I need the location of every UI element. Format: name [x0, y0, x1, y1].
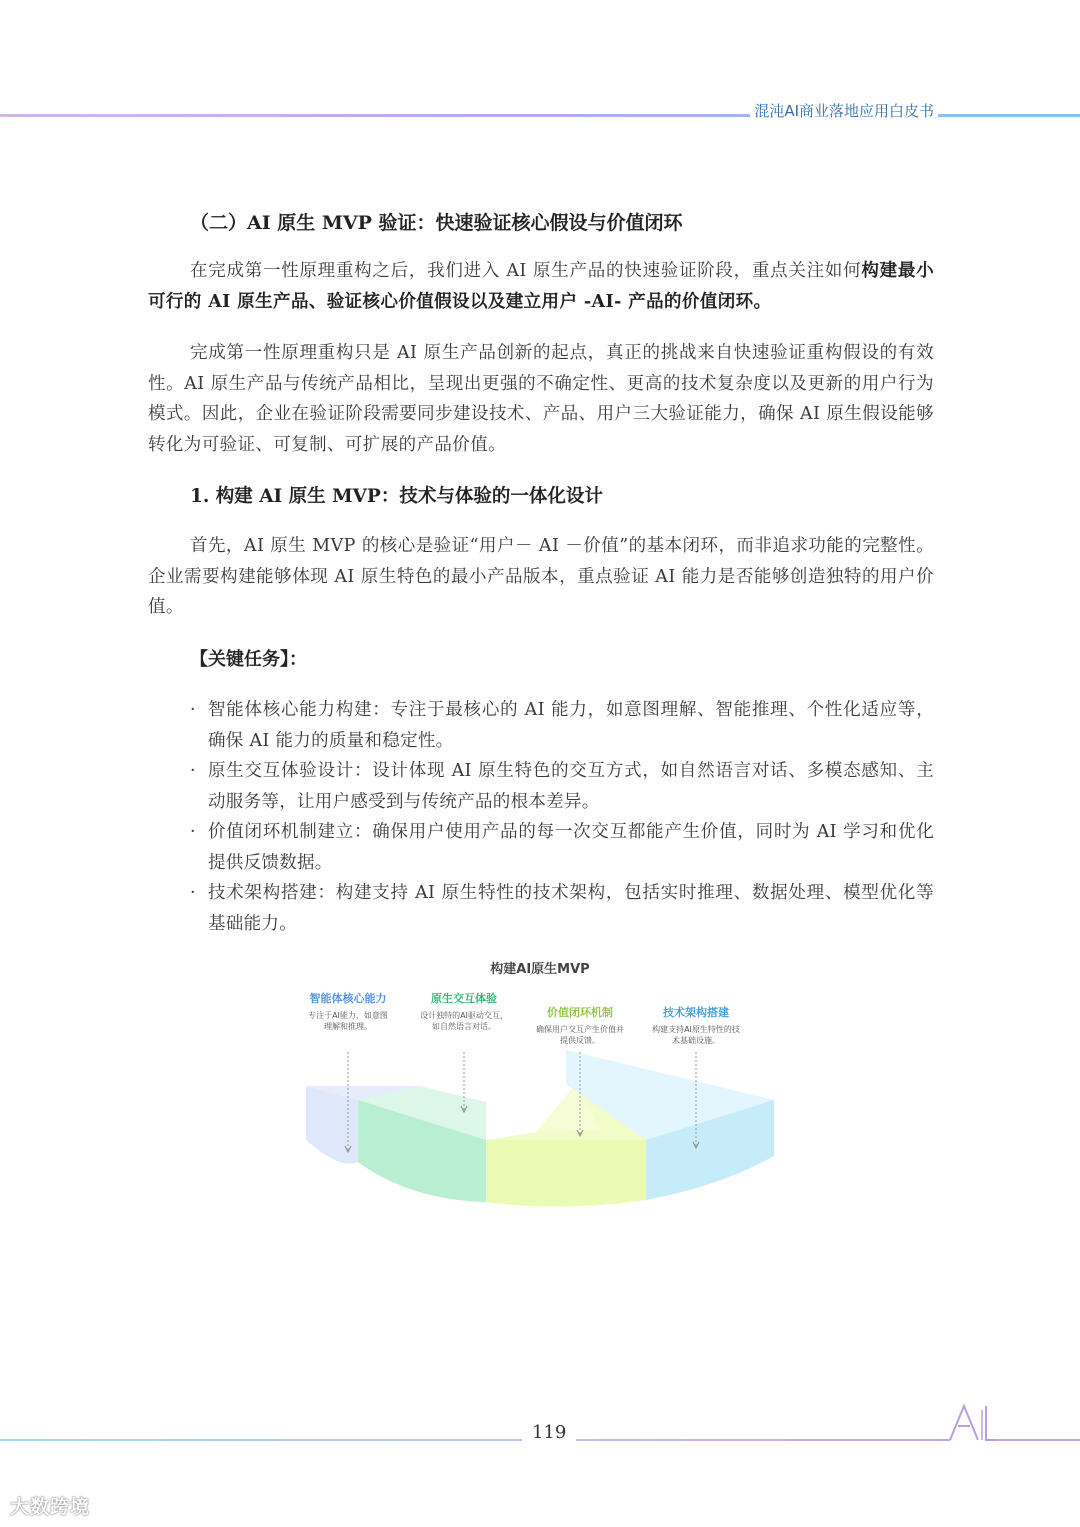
list-item: · 技术架构搭建：构建支持 AI 原生特性的技术架构，包括实时推理、数据处理、模型优化等基础能力。 [190, 883, 934, 934]
intro-paragraph [148, 256, 934, 317]
stage-title: 原生交互体验 [431, 992, 497, 1005]
page-number: 119 [532, 1422, 567, 1443]
running-header-title: 混沌AI商业落地应用白皮书 [750, 100, 938, 121]
footer-rule-left [0, 1439, 522, 1441]
stage-title: 智能体核心能力 [309, 992, 387, 1005]
stage-description: 设计独特的AI驱动交互，如自然语言对话。 [420, 1011, 508, 1031]
stage-description: 专注于AI能力，如意图理解和推理。 [308, 1011, 388, 1031]
footer-rule-far-right [996, 1439, 1080, 1441]
footer-rule-right [576, 1439, 950, 1441]
intro-text: 在完成第一性原理重构之后，我们进入 AI 原生产品的快速验证阶段，重点关注如何 [190, 261, 862, 281]
stage-description: 确保用户交互产生价值并提供反馈。 [536, 1025, 624, 1045]
intro-bold-text: 构建最小可行的 AI 原生产品、验证核心价值假设以及建立用户 -AI- 产品的价值闭环。 [148, 261, 934, 312]
subsection-heading: 1. 构建 AI 原生 MVP：技术与体验的一体化设计 [190, 486, 603, 507]
stage-title: 技术架构搭建 [663, 1006, 729, 1019]
body-paragraph-2: 完成第一性原理重构只是 AI 原生产品创新的起点，真正的挑战来自快速验证重构假设的有效性。AI 原生产品与传统产品相比，呈现出更强的不确定性、更高的技术复杂度以及更新的用户行为模式。因此，企业在验证阶段需要同步建设技术、产品、用户三大验证能力，确保 AI 原生假设能够转化为可验证、可复制、可扩展的产品价值。 [148, 343, 934, 455]
stage-description: 构建支持AI原生特性的技术基础设施。 [652, 1025, 740, 1045]
list-item: · 原生交互体验设计：设计体现 AI 原生特色的交互方式，如自然语言对话、多模态感知、主动服务等，让用户感受到与传统产品的根本差异。 [190, 761, 934, 812]
watermark: 大数跨境 [10, 1496, 91, 1518]
body-paragraph-3: 首先，AI 原生 MVP 的核心是验证“用户－ AI －价值”的基本闭环，而非追求功能的完整性。企业需要构建能够体现 AI 原生特色的最小产品版本，重点验证 AI 能力是否能够创造独特的用户价值。 [148, 536, 934, 617]
ai-logo-icon [948, 1402, 998, 1442]
stepped-pie-graphic [300, 950, 780, 1330]
list-item: · 智能体核心能力构建：专注于最核心的 AI 能力，如意图理解、智能推理、个性化适应等，确保 AI 能力的质量和稳定性。 [190, 700, 934, 751]
stage-title: 价值闭环机制 [547, 1006, 613, 1019]
mvp-figure [300, 950, 780, 1330]
key-tasks-label: 【关键任务】： [190, 649, 307, 670]
list-item: · 价值闭环机制建立：确保用户使用产品的每一次交互都能产生价值，同时为 AI 学习和优化提供反馈数据。 [190, 822, 934, 873]
figure-title: 构建AI原生MVP [490, 962, 590, 977]
section-heading: （二）AI 原生 MVP 验证：快速验证核心假设与价值闭环 [190, 212, 683, 234]
key-task-list [190, 695, 934, 939]
